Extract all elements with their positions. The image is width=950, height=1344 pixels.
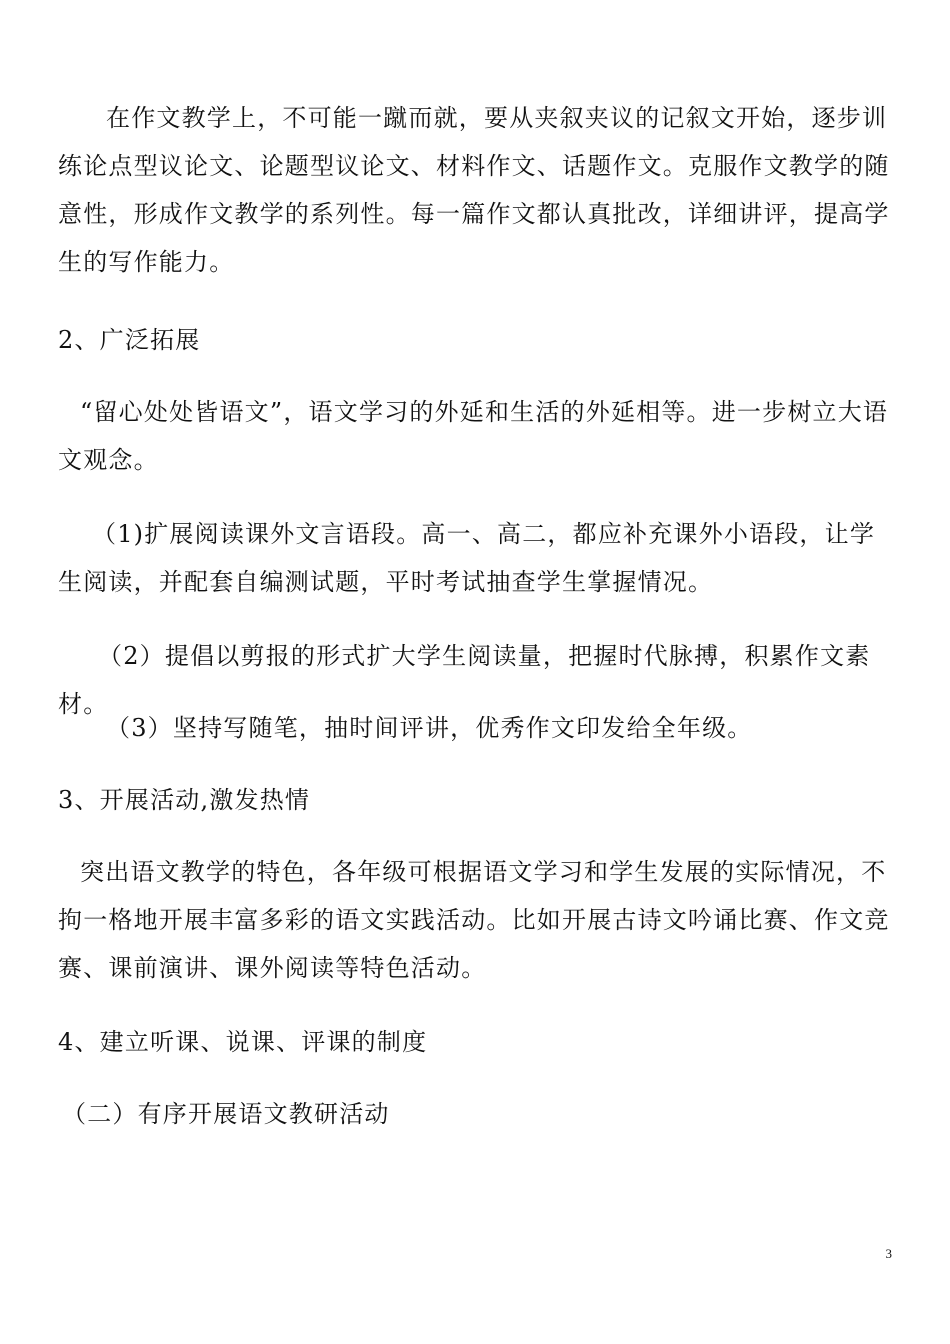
page-number: 3 [885,1246,892,1261]
paragraph-item-3: （3）坚持写随笔，抽时间评讲，优秀作文印发给全年级。 [106,714,753,742]
heading-section-two: （二）有序开展语文教研活动 [62,1100,390,1128]
paragraph-item-2: （2）提倡以剪报的形式扩大学生阅读量，把握时代脉搏，积累作文素材。 [58,642,871,718]
paragraph-activities: 突出语文教学的特色，各年级可根据语文学习和学生发展的实际情况，不拘一格地开展丰富多彩的语文实践活动。比如开展古诗文吟诵比赛、作文竞赛、课前演讲、课外阅读等特色活动。 [58,858,890,982]
heading-activities: 3、开展活动,激发热情 [58,786,311,814]
heading-broad-expansion: 2、广泛拓展 [58,326,201,354]
paragraph-writing-teaching: 在作文教学上，不可能一蹴而就，要从夹叙夹议的记叙文开始，逐步训练论点型议论文、论题型议论文、材料作文、话题作文。克服作文教学的随意性，形成作文教学的系列性。每一篇作文都认真批改，详细讲评，提高学生的写作能力。 [58,104,890,276]
paragraph-chinese-everywhere: “留心处处皆语文”，语文学习的外延和生活的外延相等。进一步树立大语文观念。 [58,398,889,474]
heading-lesson-system: 4、建立听课、说课、评课的制度 [58,1028,428,1056]
paragraph-item-1: （1)扩展阅读课外文言语段。高一、高二，都应补充课外小语段，让学生阅读，并配套自编测试题，平时考试抽查学生掌握情况。 [58,520,876,596]
